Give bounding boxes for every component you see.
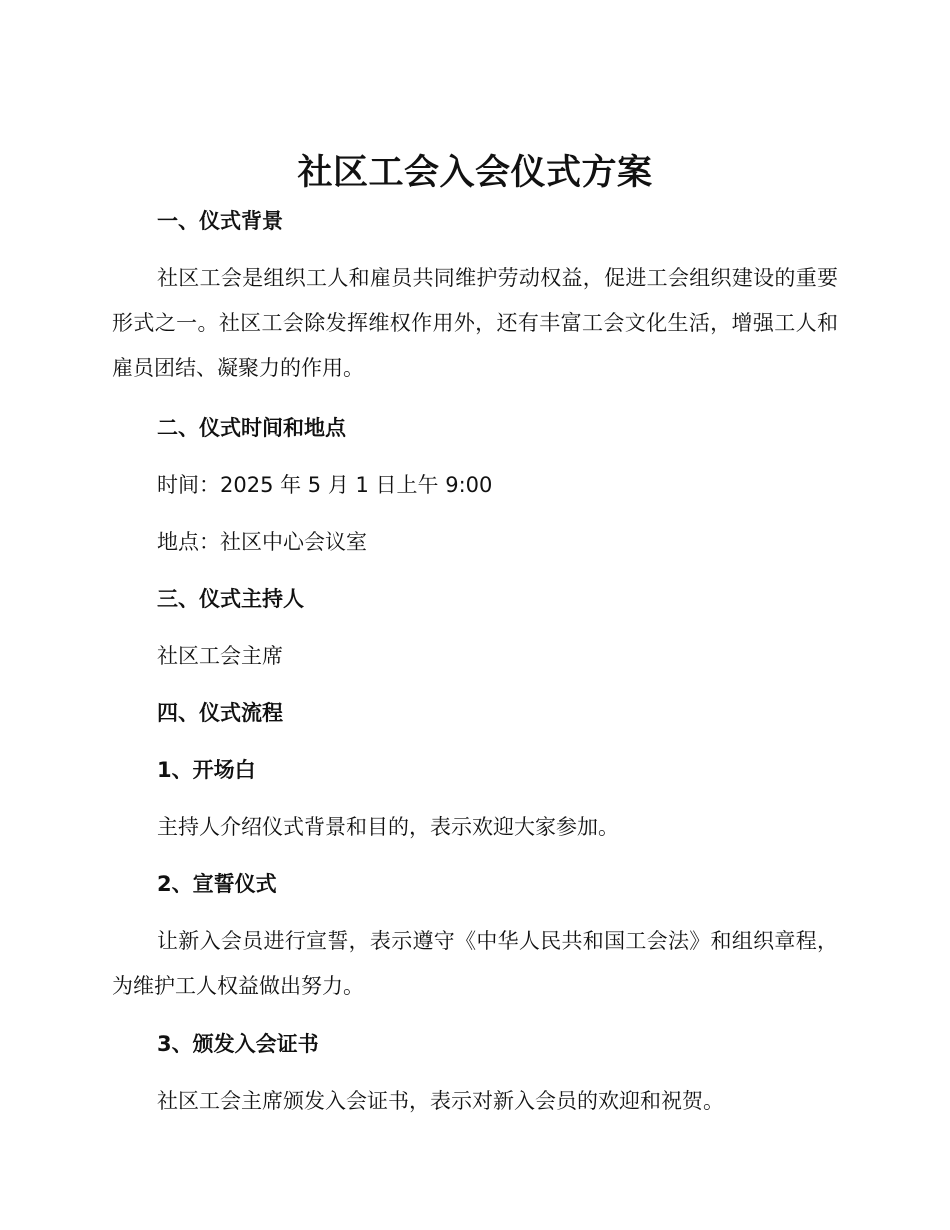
section-heading-background: 一、仪式背景 [157,209,283,233]
document-title: 社区工会入会仪式方案 [297,153,653,193]
section-heading-time-place: 二、仪式时间和地点 [157,416,346,440]
step-heading-opening: 1、开场白 [157,758,256,782]
section-heading-process: 四、仪式流程 [157,701,283,725]
host-line: 社区工会主席 [157,644,283,668]
section-paragraph-background: 社区工会是组织工人和雇员共同维护劳动权益，促进工会组织建设的重要形式之一。社区工会除发挥维权作用外，还有丰富工会文化生活，增强工人和雇员团结、凝聚力的作用。 [112,266,838,380]
step-text-oath: 让新入会员进行宣誓，表示遵守《中华人民共和国工会法》和组织章程，为维护工人权益做出努力。 [112,929,838,998]
step-heading-oath: 2、宣誓仪式 [157,872,277,896]
step-text-opening: 主持人介绍仪式背景和目的，表示欢迎大家参加。 [157,815,619,839]
step-heading-certificate: 3、颁发入会证书 [157,1032,319,1056]
step-text-certificate: 社区工会主席颁发入会证书，表示对新入会员的欢迎和祝贺。 [157,1089,724,1113]
section-heading-host: 三、仪式主持人 [157,587,304,611]
place-line: 地点：社区中心会议室 [157,530,367,554]
time-line: 时间：2025 年 5 月 1 日上午 9:00 [157,473,493,497]
